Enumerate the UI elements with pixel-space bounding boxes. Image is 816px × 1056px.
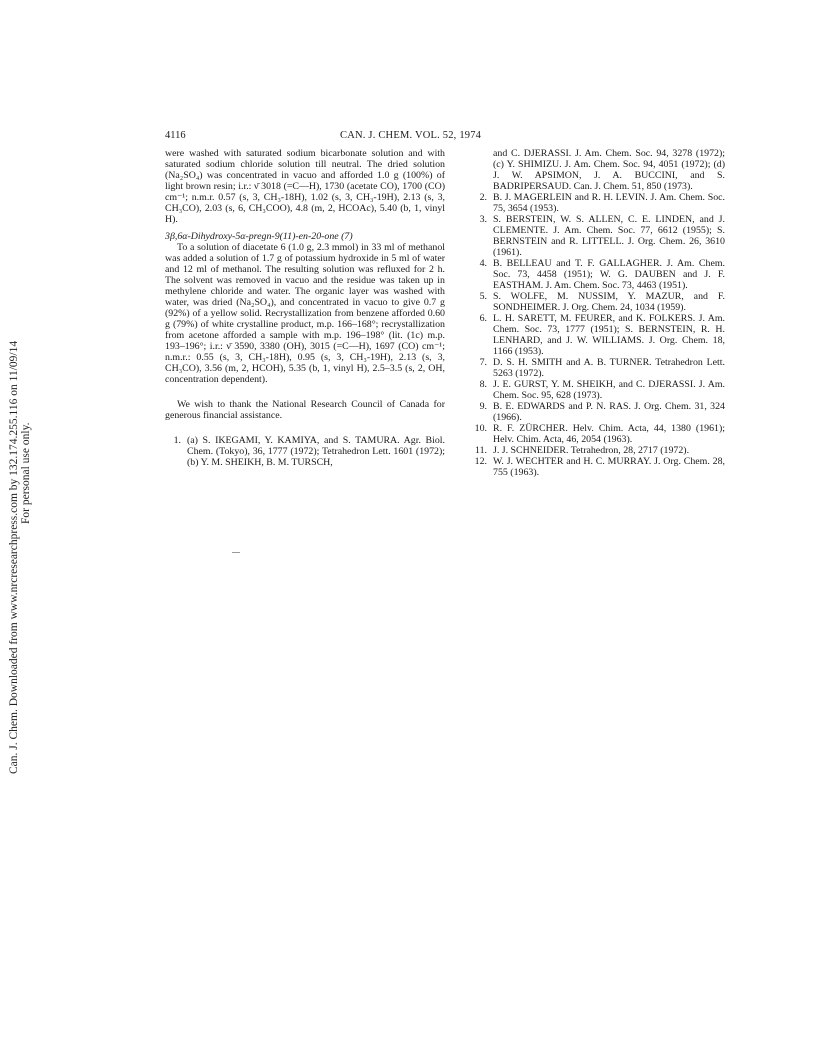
journal-title: CAN. J. CHEM. VOL. 52, 1974 [340,130,482,141]
reference-number: 5. [479,291,487,302]
reference-item [165,435,445,468]
watermark-line-2: For personal use only. [20,422,32,524]
reference-text: W. J. WECHTER and H. C. MURRAY. J. Org. Chem. 28, 755 (1963). [493,456,725,478]
reference-number: 11. [475,445,487,456]
reference-text: J. E. GURST, Y. M. SHEIKH, and C. DJERASSI. J. Am. Chem. Soc. 95, 628 (1973). [493,379,725,401]
reference-text: J. J. SCHNEIDER. Tetrahedron, 28, 2717 (1972). [493,445,690,456]
references-list [165,435,445,468]
reference-text: S. BERSTEIN, W. S. ALLEN, C. E. LINDEN, and J. CLEMENTE. J. Am. Chem. Soc. 77, 6612 (1955); S. BERNSTEIN and R. LITTELL. J. Org. Chem. 26, 3610 (1961). [493,214,725,258]
reference-number: 6. [479,313,487,324]
stray-mark [232,552,240,553]
reference-text: B. J. MAGERLEIN and R. H. LEVIN. J. Am. Chem. Soc. 75, 3654 (1953). [493,192,725,214]
reference-item [471,379,725,401]
right-column [471,148,725,478]
reference-item [471,214,725,258]
reference-text: D. S. H. SMITH and A. B. TURNER. Tetrahedron Lett. 5263 (1972). [493,357,725,379]
experimental-paragraph-2: To a solution of diacetate 6 (1.0 g, 2.3 mmol) in 33 ml of methanol was added a solution of 1.7 g of potassium hydroxide in 5 ml of water and 12 ml of methanol. The resulting solution was refluxed for 2 h. The solvent was removed in vacuo and the residue was taken up in methylene chloride and water. The organic layer was washed with water, was dried (Na₂SO₄), and concentrated in vacuo to give 0.7 g (92%) of a yellow solid. Recrystallization from benzene afforded 0.60 g (79%) of white crystalline product, m.p. 166–168°; recrystallization from acetone afforded a sample with m.p. 196–198° (lit. (1c) m.p. 193–196°; i.r.: ν̄ 3590, 3380 (OH), 3015 (=C—H), 1697 (CO) cm⁻¹; n.m.r.: 0.55 (s, 3, CH₃-18H), 0.95 (s, 3, CH₃-19H), 2.13 (s, 3, CH₃CO), 3.56 (m, 2, HCOH), 5.35 (b, 1, vinyl H), 2.5–3.5 (s, 2, OH, concentration dependent). [165,242,445,385]
references-list-continued [471,192,725,478]
reference-number: 2. [479,192,487,203]
running-header [165,130,725,144]
reference-number: 12. [474,456,487,467]
reference-text: R. F. ZÜRCHER. Helv. Chim. Acta, 44, 1380 (1961); Helv. Chim. Acta, 46, 2054 (1963). [493,423,725,445]
reference-item [471,313,725,357]
reference-number: 8. [479,379,487,390]
left-column [165,148,445,468]
reference-text: L. H. SARETT, M. FEURER, and K. FOLKERS. J. Am. Chem. Soc. 73, 1777 (1951); S. BERNSTEIN, R. H. LENHARD, and J. W. WILLIAMS. J. Org. Chem. 18, 1166 (1953). [493,313,725,357]
download-watermark [8,170,32,782]
reference-text: (a) S. IKEGAMI, Y. KAMIYA, and S. TAMURA. Agr. Biol. Chem. (Tokyo), 36, 1777 (1972); Tetrahedron Lett. 1601 (1972); (b) Y. M. SHEIKH, B. M. TURSCH, [187,435,445,468]
reference-item [471,445,725,456]
reference-text: S. WOLFE, M. NUSSIM, Y. MAZUR, and F. SONDHEIMER. J. Org. Chem. 24, 1034 (1959). [493,291,725,313]
reference-item [471,456,725,478]
reference-continuation [471,148,725,192]
reference-item [471,357,725,379]
experimental-paragraph-1: were washed with saturated sodium bicarbonate solution and with saturated sodium chloride solution till neutral. The dried solution (Na₂SO₄) was concentrated in vacuo and afforded 1.0 g (100%) of light brown resin; i.r.: ν̄ 3018 (=C—H), 1730 (acetate CO), 1700 (CO) cm⁻¹; n.m.r. 0.57 (s, 3, CH₃-18H), 1.02 (s, 3, CH₃-19H), 2.13 (s, 3, CH₃CO), 2.03 (s, 6, CH₃COO), 4.8 (m, 2, HCOAc), 5.40 (b, 1, vinyl H). [165,148,445,225]
page-number: 4116 [165,130,186,141]
reference-text: B. E. EDWARDS and P. N. RAS. J. Org. Chem. 31, 324 (1966). [493,401,725,423]
reference-item [471,192,725,214]
section-title: 3β,6α-Dihydroxy-5α-pregn-9(11)-en-20-one (7) [165,231,353,242]
reference-number: 10. [474,423,487,434]
reference-number: 1. [173,435,181,446]
reference-item [471,401,725,423]
reference-number: 9. [479,401,487,412]
reference-item [471,258,725,291]
reference-number: 4. [479,258,487,269]
reference-text: and C. DJERASSI. J. Am. Chem. Soc. 94, 3278 (1972); (c) Y. SHIMIZU. J. Am. Chem. Soc. 94, 4051 (1972); (d) J. W. APSIMON, J. A. BUCCINI, and S. BADRIPERSAUD. Can. J. Chem. 51, 850 (1973). [493,148,725,192]
acknowledgment: We wish to thank the National Research Council of Canada for generous financial assistance. [165,399,445,421]
reference-item [471,423,725,445]
reference-item [471,291,725,313]
reference-number: 3. [479,214,487,225]
reference-text: B. BELLEAU and T. F. GALLAGHER. J. Am. Chem. Soc. 73, 4458 (1951); W. G. DAUBEN and J. F. EASTHAM. J. Am. Chem. Soc. 73, 4463 (1951). [493,258,725,291]
watermark-line-1: Can. J. Chem. Downloaded from www.nrcresearchpress.com by 132.174.255.116 on 11/09/14 [8,340,20,774]
reference-number: 7. [479,357,487,368]
